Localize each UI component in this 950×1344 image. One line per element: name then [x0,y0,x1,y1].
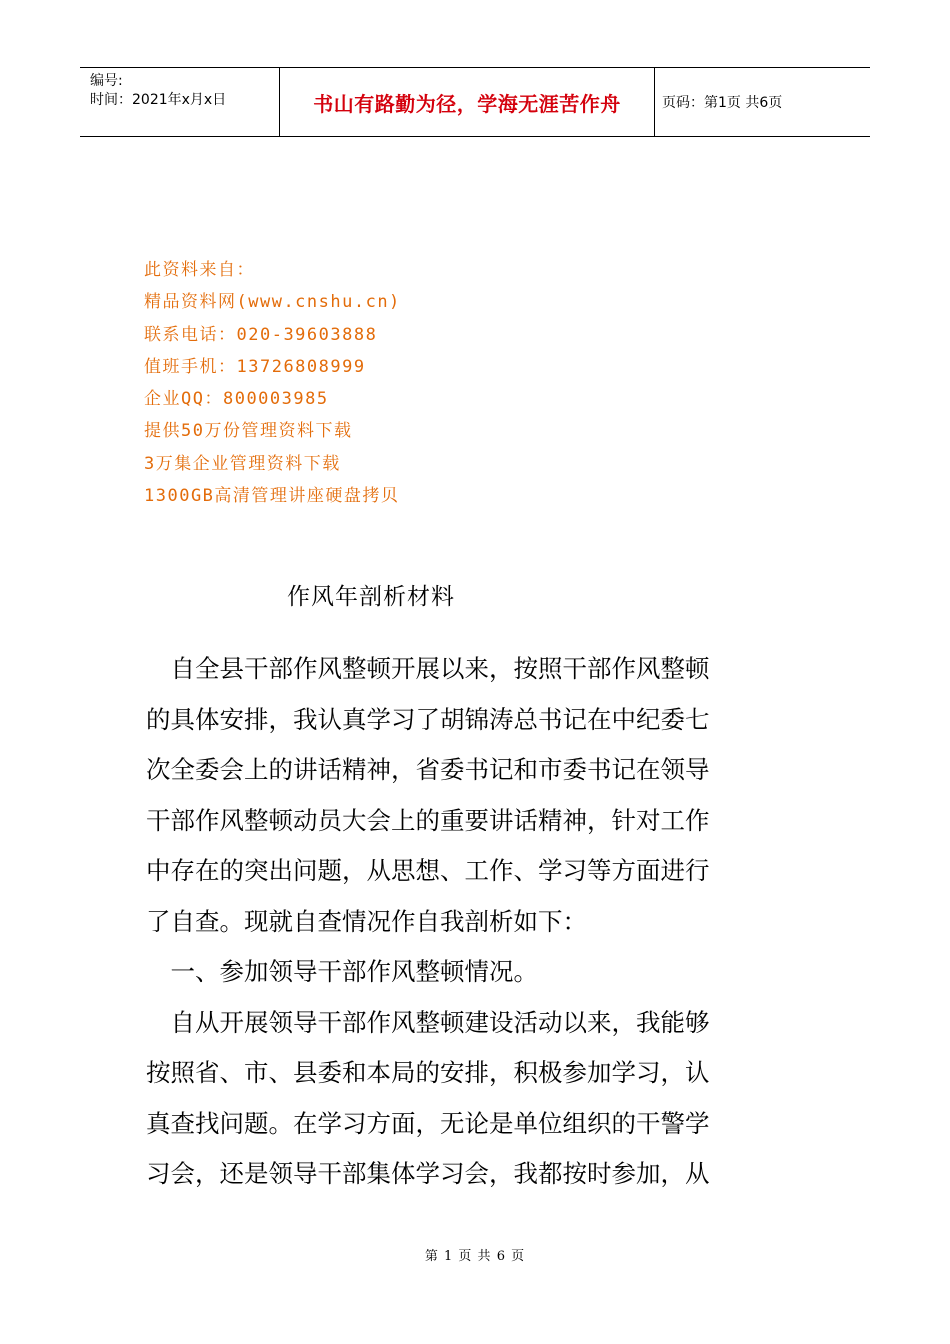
page-header [80,67,870,137]
source-line: 1300GB高清管理讲座硬盘拷贝 [144,486,400,507]
source-info-block [144,254,401,512]
paragraph-line: 了自查。现就自查情况作自我剖析如下： [146,906,587,936]
paragraph-line: 自从开展领导干部作风整顿建设活动以来，我能够 [146,1007,710,1037]
header-motto: 书山有路勤为径，学海无涯苦作舟 [280,68,655,136]
source-line: 提供50万份管理资料下载 [144,421,353,442]
page-footer: 第 1 页 共 6 页 [424,1249,526,1264]
document-title: 作风年剖析材料 [287,584,455,610]
paragraph-line: 按照省、市、县委和本局的安排，积极参加学习，认 [146,1058,710,1087]
number-label: 编号: [90,73,123,89]
section-heading: 一、参加领导干部作风整顿情况。 [146,957,538,986]
source-line: 企业QQ：800003985 [144,389,329,410]
paragraph-line: 的具体安排，我认真学习了胡锦涛总书记在中纪委七 [146,704,710,734]
document-body [146,644,806,1200]
paragraph-line: 自全县干部作风整顿开展以来，按照干部作风整顿 [146,654,710,683]
header-page-info: 页码：第1页 共6页 [662,95,783,111]
paragraph-line: 习会，还是领导干部集体学习会，我都按时参加，从 [146,1159,710,1188]
source-line: 3万集企业管理资料下载 [144,453,341,474]
paragraph-line: 干部作风整顿动员大会上的重要讲话精神，针对工作 [146,805,710,835]
source-line: 值班手机：13726808999 [144,356,366,377]
header-meta [80,68,280,136]
source-line: 联系电话：020-39603888 [144,324,378,345]
paragraph-line: 中存在的突出问题，从思想、工作、学习等方面进行 [146,856,710,885]
source-line: 精品资料网(www.cnshu.cn) [144,292,401,313]
source-line: 此资料来自： [144,260,255,280]
time-label: 时间：2021年x月x日 [90,92,227,108]
paragraph-line: 真查找问题。在学习方面，无论是单位组织的干警学 [146,1108,710,1138]
paragraph-line: 次全委会上的讲话精神，省委书记和市委书记在领导 [146,755,710,784]
